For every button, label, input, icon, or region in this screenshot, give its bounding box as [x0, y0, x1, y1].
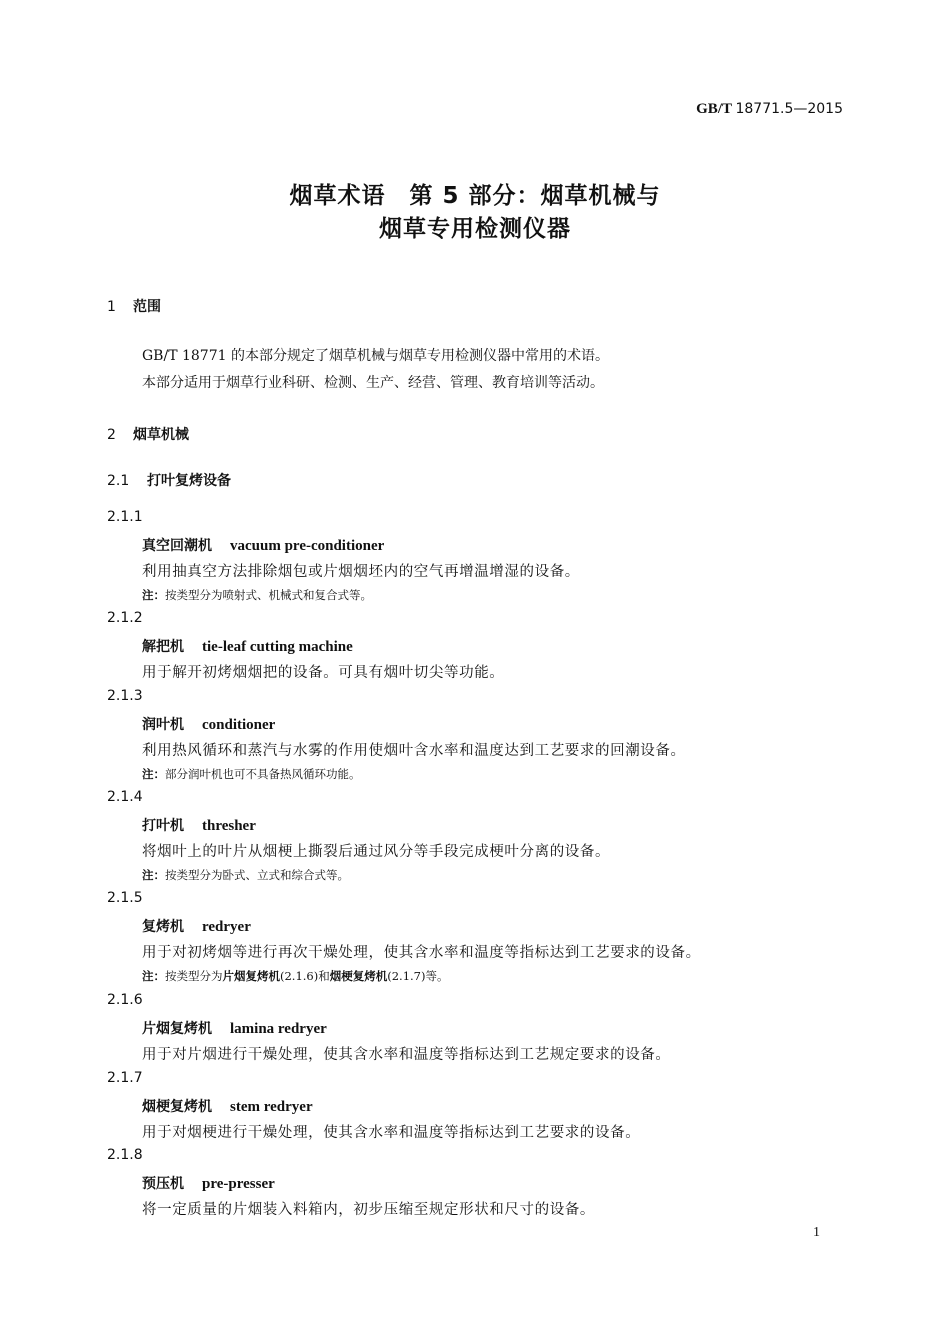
section-number: 2.1 — [107, 473, 130, 489]
term-entry — [142, 815, 256, 835]
standard-code: 18771.5—2015 — [735, 101, 843, 117]
term-number: 2.1.8 — [107, 1147, 143, 1163]
section-2-heading — [107, 424, 189, 444]
note-text: 按类型分为喷射式、机械式和复合式等。 — [165, 588, 372, 602]
section-number: 1 — [107, 299, 116, 315]
title-line-1: 烟草术语 第 5 部分：烟草机械与 — [289, 183, 661, 209]
term-definition: 用于对初烤烟等进行再次干燥处理，使其含水率和温度等指标达到工艺要求的设备。 — [142, 945, 701, 961]
term-chinese: 复烤机 — [142, 919, 184, 935]
note-text: 部分润叶机也可不具备热风循环功能。 — [165, 767, 361, 781]
note-text: (2.1.7)等。 — [387, 969, 449, 983]
term-entry — [142, 916, 251, 936]
term-english: tie-leaf cutting machine — [202, 639, 353, 655]
term-number: 2.1.6 — [107, 992, 143, 1008]
term-number: 2.1.3 — [107, 688, 143, 704]
section-title: 打叶复烤设备 — [147, 473, 231, 489]
term-definition: 将烟叶上的叶片从烟梗上撕裂后通过风分等手段完成梗叶分离的设备。 — [142, 844, 611, 860]
term-chinese: 片烟复烤机 — [142, 1021, 212, 1037]
note-text: (2.1.6)和 — [280, 969, 330, 983]
term-entry — [142, 636, 353, 656]
term-english: stem redryer — [230, 1099, 313, 1115]
section-number: 2 — [107, 427, 116, 443]
term-number: 2.1.2 — [107, 610, 143, 626]
term-note — [142, 968, 448, 984]
term-definition: 利用抽真空方法排除烟包或片烟烟坯内的空气再增温增湿的设备。 — [142, 564, 580, 580]
scope-paragraph-1: GB/T 18771 的本部分规定了烟草机械与烟草专用检测仪器中常用的术语。 — [142, 348, 609, 364]
document-title — [0, 180, 950, 246]
section-title: 范围 — [133, 299, 161, 315]
term-chinese: 解把机 — [142, 639, 184, 655]
term-note — [142, 867, 349, 883]
term-definition: 用于解开初烤烟烟把的设备。可具有烟叶切尖等功能。 — [142, 665, 505, 681]
term-entry — [142, 714, 275, 734]
term-chinese: 烟梗复烤机 — [142, 1099, 212, 1115]
term-english: redryer — [202, 919, 251, 935]
term-definition: 用于对片烟进行干燥处理，使其含水率和温度等指标达到工艺规定要求的设备。 — [142, 1047, 671, 1063]
note-term-ref: 片烟复烤机 — [222, 969, 280, 983]
scope-paragraph-2: 本部分适用于烟草行业科研、检测、生产、经营、管理、教育培训等活动。 — [142, 375, 604, 391]
title-line-2: 烟草专用检测仪器 — [379, 216, 571, 242]
term-definition: 用于对烟梗进行干燥处理，使其含水率和温度等指标达到工艺要求的设备。 — [142, 1125, 641, 1141]
term-english: pre-presser — [202, 1176, 275, 1192]
standard-number — [696, 101, 843, 118]
term-definition: 利用热风循环和蒸汽与水雾的作用使烟叶含水率和温度达到工艺要求的回潮设备。 — [142, 743, 686, 759]
section-title: 烟草机械 — [133, 427, 189, 443]
term-entry — [142, 1096, 313, 1116]
term-definition: 将一定质量的片烟装入料箱内，初步压缩至规定形状和尺寸的设备。 — [142, 1202, 595, 1218]
note-label: 注： — [142, 767, 165, 781]
term-entry — [142, 535, 384, 555]
section-2-1-heading — [107, 470, 231, 490]
term-english: lamina redryer — [230, 1021, 327, 1037]
term-chinese: 预压机 — [142, 1176, 184, 1192]
note-label: 注： — [142, 868, 165, 882]
term-number: 2.1.4 — [107, 789, 143, 805]
note-label: 注： — [142, 588, 165, 602]
section-1-heading — [107, 296, 161, 316]
note-term-ref: 烟梗复烤机 — [329, 969, 388, 983]
term-entry — [142, 1018, 327, 1038]
term-english: conditioner — [202, 717, 276, 733]
term-number: 2.1.7 — [107, 1070, 143, 1086]
term-note — [142, 587, 372, 603]
term-english: vacuum pre-conditioner — [230, 538, 385, 554]
term-number: 2.1.1 — [107, 509, 143, 525]
page-number: 1 — [813, 1225, 820, 1240]
term-entry — [142, 1173, 275, 1193]
term-number: 2.1.5 — [107, 890, 143, 906]
term-chinese: 真空回潮机 — [142, 538, 212, 554]
note-text: 按类型分为 — [165, 969, 223, 983]
term-note — [142, 766, 361, 782]
standard-prefix: GB/T — [696, 101, 732, 117]
note-text: 按类型分为卧式、立式和综合式等。 — [165, 868, 349, 882]
term-english: thresher — [202, 818, 256, 834]
term-chinese: 润叶机 — [142, 717, 184, 733]
note-label: 注： — [142, 969, 165, 983]
term-chinese: 打叶机 — [142, 818, 184, 834]
